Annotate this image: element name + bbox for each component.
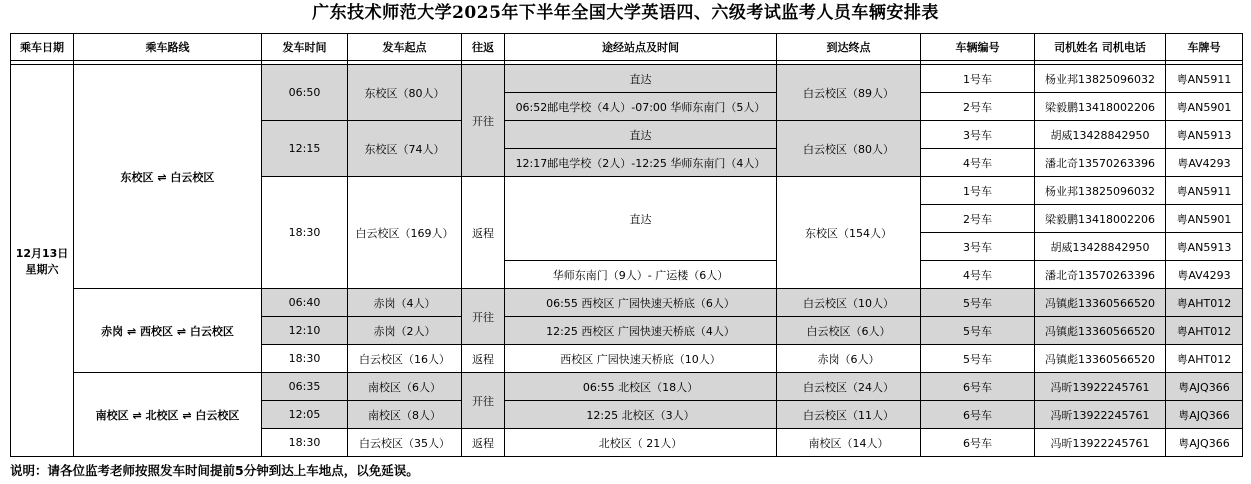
- plate-cell: 粤AJQ366: [1166, 401, 1243, 429]
- direction-back-cell: 返程: [462, 345, 505, 373]
- vehicle-cell: 1号车: [921, 65, 1035, 93]
- direction-back-cell: 返程: [462, 177, 505, 289]
- header-via: 途经站点及时间: [505, 34, 777, 61]
- driver-cell: 杨业邦13825096032: [1035, 65, 1166, 93]
- route-1-cell: 东校区 ⇌ 白云校区: [74, 65, 262, 289]
- vehicle-cell: 5号车: [921, 317, 1035, 345]
- route-2-cell: 赤岗 ⇌ 西校区 ⇌ 白云校区: [74, 289, 262, 373]
- driver-cell: 冯昕13922245761: [1035, 373, 1166, 401]
- start-cell: 南校区（6人）: [348, 373, 462, 401]
- time-cell: 06:40: [262, 289, 348, 317]
- via-cell: 06:52邮电学校（4人）-07:00 华师东南门（5人）: [505, 93, 777, 121]
- table-row: [11, 289, 1243, 317]
- vehicle-cell: 2号车: [921, 93, 1035, 121]
- plate-cell: 粤AN5901: [1166, 205, 1243, 233]
- header-date: 乘车日期: [11, 34, 74, 61]
- driver-cell: 冯镇彪13360566520: [1035, 317, 1166, 345]
- plate-cell: 粤AN5901: [1166, 93, 1243, 121]
- dest-cell: 南校区（14人）: [777, 429, 921, 457]
- route-3-cell: 南校区 ⇌ 北校区 ⇌ 白云校区: [74, 373, 262, 457]
- vehicle-cell: 5号车: [921, 289, 1035, 317]
- header-time: 发车时间: [262, 34, 348, 61]
- driver-cell: 梁毅鹏13418002206: [1035, 93, 1166, 121]
- vehicle-cell: 5号车: [921, 345, 1035, 373]
- header-driver: 司机姓名 司机电话: [1035, 34, 1166, 61]
- via-cell: 直达: [505, 177, 777, 261]
- start-cell: 南校区（8人）: [348, 401, 462, 429]
- table-row: [11, 373, 1243, 401]
- header-row: [11, 34, 1243, 61]
- schedule-table: [10, 33, 1243, 457]
- vehicle-cell: 1号车: [921, 177, 1035, 205]
- dest-cell: 东校区（154人）: [777, 177, 921, 289]
- vehicle-cell: 3号车: [921, 121, 1035, 149]
- via-cell: 北校区（ 21人）: [505, 429, 777, 457]
- time-cell: 12:05: [262, 401, 348, 429]
- direction-go-cell: 开往: [462, 289, 505, 345]
- driver-cell: 冯镇彪13360566520: [1035, 289, 1166, 317]
- start-cell: 东校区（80人）: [348, 65, 462, 121]
- header-plate: 车牌号: [1166, 34, 1243, 61]
- driver-cell: 梁毅鹏13418002206: [1035, 205, 1166, 233]
- vehicle-cell: 2号车: [921, 205, 1035, 233]
- vehicle-cell: 4号车: [921, 149, 1035, 177]
- via-cell: 12:25 西校区 广园快速天桥底（4人）: [505, 317, 777, 345]
- page-title: 广东技术师范大学2025年下半年全国大学英语四、六级考试监考人员车辆安排表: [312, 3, 939, 23]
- vehicle-cell: 4号车: [921, 261, 1035, 289]
- start-cell: 赤岗（4人）: [348, 289, 462, 317]
- via-cell: 06:55 北校区（18人）: [505, 373, 777, 401]
- dest-cell: 白云校区（24人）: [777, 373, 921, 401]
- via-cell: 华师东南门（9人）- 广运楼（6人）: [505, 261, 777, 289]
- dest-cell: 白云校区（89人）: [777, 65, 921, 121]
- plate-cell: 粤AHT012: [1166, 345, 1243, 373]
- via-cell: 12:17邮电学校（2人）-12:25 华师东南门（4人）: [505, 149, 777, 177]
- direction-go-cell: 开往: [462, 65, 505, 177]
- dest-cell: 白云校区（10人）: [777, 289, 921, 317]
- time-cell: 06:50: [262, 65, 348, 121]
- dest-cell: 赤岗（6人）: [777, 345, 921, 373]
- plate-cell: 粤AN5911: [1166, 177, 1243, 205]
- start-cell: 白云校区（35人）: [348, 429, 462, 457]
- time-cell: 18:30: [262, 177, 348, 289]
- time-cell: 12:10: [262, 317, 348, 345]
- driver-cell: 潘北奇13570263396: [1035, 261, 1166, 289]
- via-cell: 直达: [505, 65, 777, 93]
- driver-cell: 杨业邦13825096032: [1035, 177, 1166, 205]
- time-cell: 18:30: [262, 345, 348, 373]
- vehicle-cell: 6号车: [921, 373, 1035, 401]
- plate-cell: 粤AJQ366: [1166, 429, 1243, 457]
- header-dest: 到达终点: [777, 34, 921, 61]
- start-cell: 白云校区（16人）: [348, 345, 462, 373]
- vehicle-cell: 6号车: [921, 429, 1035, 457]
- date-cell: [11, 65, 74, 457]
- vehicle-cell: 6号车: [921, 401, 1035, 429]
- plate-cell: 粤AN5913: [1166, 121, 1243, 149]
- time-cell: 12:15: [262, 121, 348, 177]
- driver-cell: 潘北奇13570263396: [1035, 149, 1166, 177]
- plate-cell: 粤AV4293: [1166, 261, 1243, 289]
- driver-cell: 胡威13428842950: [1035, 233, 1166, 261]
- driver-cell: 冯镇彪13360566520: [1035, 345, 1166, 373]
- start-cell: 白云校区（169人）: [348, 177, 462, 289]
- plate-cell: 粤AHT012: [1166, 317, 1243, 345]
- direction-go-cell: 开往: [462, 373, 505, 429]
- direction-back-cell: 返程: [462, 429, 505, 457]
- plate-cell: 粤AN5911: [1166, 65, 1243, 93]
- dest-cell: 白云校区（80人）: [777, 121, 921, 177]
- plate-cell: 粤AHT012: [1166, 289, 1243, 317]
- footnote: 说明：请各位监考老师按照发车时间提前5分钟到达上车地点，以免延误。: [10, 463, 419, 478]
- dest-cell: 白云校区（6人）: [777, 317, 921, 345]
- time-cell: 18:30: [262, 429, 348, 457]
- vehicle-cell: 3号车: [921, 233, 1035, 261]
- driver-cell: 冯昕13922245761: [1035, 401, 1166, 429]
- via-cell: 直达: [505, 121, 777, 149]
- plate-cell: 粤AJQ366: [1166, 373, 1243, 401]
- time-cell: 06:35: [262, 373, 348, 401]
- start-cell: 赤岗（2人）: [348, 317, 462, 345]
- plate-cell: 粤AV4293: [1166, 149, 1243, 177]
- start-cell: 东校区（74人）: [348, 121, 462, 177]
- dest-cell: 白云校区（11人）: [777, 401, 921, 429]
- plate-cell: 粤AN5913: [1166, 233, 1243, 261]
- header-direction: 往返: [462, 34, 505, 61]
- via-cell: 12:25 北校区（3人）: [505, 401, 777, 429]
- table-row: [11, 65, 1243, 93]
- header-vehicle: 车辆编号: [921, 34, 1035, 61]
- header-start: 发车起点: [348, 34, 462, 61]
- via-cell: 西校区 广园快速天桥底（10人）: [505, 345, 777, 373]
- driver-cell: 胡威13428842950: [1035, 121, 1166, 149]
- date-line2: 星期六: [25, 262, 59, 276]
- header-route: 乘车路线: [74, 34, 262, 61]
- via-cell: 06:55 西校区 广园快速天桥底（6人）: [505, 289, 777, 317]
- driver-cell: 冯昕13922245761: [1035, 429, 1166, 457]
- date-line1: 12月13日: [15, 246, 69, 260]
